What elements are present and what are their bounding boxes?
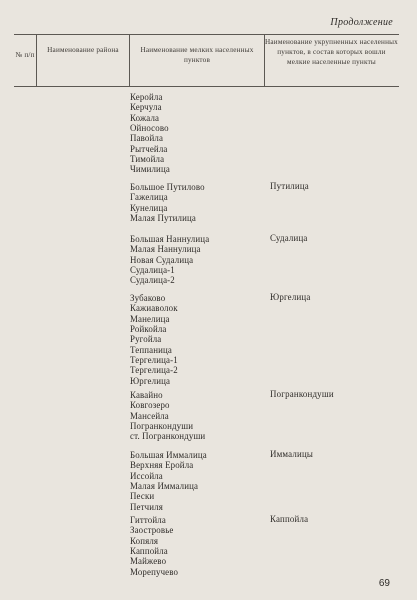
small-settlement-name: Керойла (130, 92, 163, 102)
settlement-group (130, 92, 270, 175)
small-settlement-name: Каппойла (130, 546, 168, 557)
small-settlement-name: Пески (130, 491, 155, 502)
merged-settlement-name: Погранкондуши (270, 389, 334, 399)
small-settlement-name: Копяля (130, 535, 159, 546)
small-settlement-name: Судалица-2 (130, 275, 175, 286)
small-settlement-name: Иссойла (130, 470, 163, 481)
small-settlement-name: Кунелица (130, 202, 168, 213)
merged-settlement-name: Юргелица (270, 292, 311, 302)
column-divider (36, 34, 37, 86)
merged-settlement-name: Каппойла (270, 514, 309, 524)
small-settlement-name: Ройкойла (130, 324, 167, 335)
small-settlement-name: Павойла (130, 133, 164, 144)
page-number: 69 (378, 578, 390, 589)
table-header-bottom-rule (14, 86, 399, 87)
small-settlement-name: Кавайно (130, 390, 163, 400)
small-settlement-name: Малая Путилица (130, 213, 197, 224)
settlement-group (130, 234, 270, 286)
small-settlement-name: Ойносово (130, 123, 169, 134)
column-header-merged-settlements: Наименование укрупненных населенных пунктов, в состав которых вошли мелкие населенные пункты (265, 38, 398, 66)
merged-settlement-name: Иммалицы (270, 449, 314, 459)
small-settlement-name: Ругойла (130, 334, 162, 345)
settlement-group (130, 293, 270, 386)
settlement-group (130, 182, 270, 223)
small-settlement-name: Мансейла (130, 410, 169, 421)
small-settlement-name: ст. Погранкондуши (130, 431, 206, 442)
small-settlement-name: Судалица-1 (130, 265, 175, 276)
table-header-top-rule (14, 34, 399, 35)
small-settlement-name: Тергелица-2 (130, 365, 178, 376)
small-settlement-name: Майжево (130, 556, 167, 567)
small-settlement-name: Юргелица (130, 375, 171, 386)
small-settlement-name: Теппаница (130, 344, 172, 355)
column-header-number: № п/п (15, 51, 35, 59)
column-header-district: Наименование района (47, 46, 119, 54)
small-settlement-name: Петчиля (130, 501, 164, 512)
small-settlement-name: Кожала (130, 112, 160, 123)
small-settlement-name: Гажелица (130, 192, 168, 203)
small-settlement-name: Малая Иммалица (130, 481, 199, 492)
small-settlement-name: Ковгозеро (130, 400, 170, 411)
small-settlement-name: Новая Судалица (130, 254, 194, 265)
small-settlement-name: Большое Путилово (130, 182, 205, 192)
column-header-small-settlements: Наименование мелких населенных пунктов (140, 46, 254, 64)
small-settlement-name: Манелица (130, 313, 170, 324)
small-settlement-name: Морепучево (130, 566, 179, 577)
small-settlement-name: Погранкондуши (130, 421, 194, 432)
continued-label: Продолжение (330, 17, 393, 28)
small-settlement-name: Чимилица (130, 164, 170, 175)
settlement-group (130, 450, 270, 512)
small-settlement-name: Заостровье (130, 525, 174, 536)
small-settlement-name: Верхняя Еройла (130, 460, 194, 471)
small-settlement-name: Кажиаволок (130, 303, 178, 314)
small-settlement-name: Керчула (130, 102, 162, 113)
small-settlement-name: Тергелица-1 (130, 355, 178, 366)
small-settlement-name: Зубаково (130, 293, 166, 303)
merged-settlement-name: Путилица (270, 181, 309, 191)
small-settlement-name: Гиттойла (130, 515, 166, 525)
settlement-group (130, 390, 270, 442)
small-settlement-name: Большая Иммалица (130, 450, 207, 460)
small-settlement-name: Малая Наннулица (130, 244, 201, 255)
small-settlement-name: Тимойла (130, 154, 165, 165)
small-settlement-name: Большая Наннулица (130, 234, 210, 244)
merged-settlement-name: Судалица (270, 233, 308, 243)
small-settlement-name: Рытчейла (130, 143, 168, 154)
settlement-group (130, 515, 270, 577)
